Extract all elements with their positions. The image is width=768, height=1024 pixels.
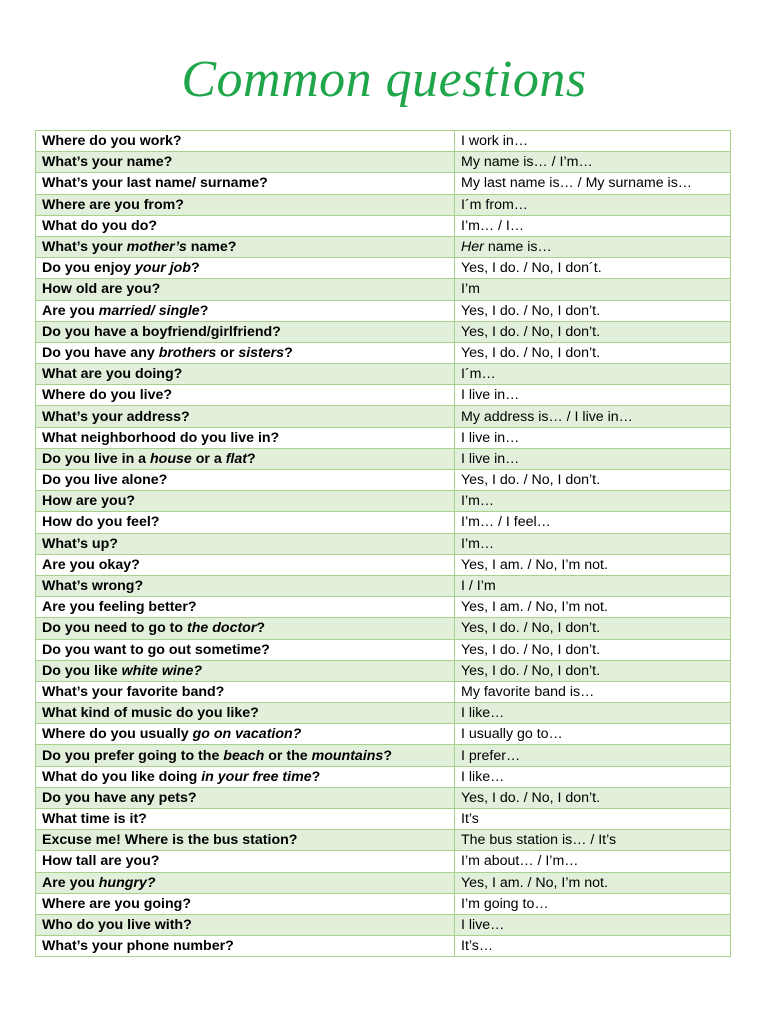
table-row xyxy=(36,512,731,533)
q-text-segment: ? xyxy=(190,260,200,277)
question-cell xyxy=(36,427,455,448)
answer-cell xyxy=(455,385,731,406)
q-text-segment: What are you doing? xyxy=(42,366,183,383)
question-cell xyxy=(36,448,455,469)
questions-table xyxy=(35,130,731,957)
a-text-segment: I’m… / I feel… xyxy=(461,514,551,531)
table-row xyxy=(36,914,731,935)
answer-cell xyxy=(455,724,731,745)
answer-cell xyxy=(455,131,731,152)
question-cell xyxy=(36,872,455,893)
table-row xyxy=(36,639,731,660)
q-text-segment: Where are you from? xyxy=(42,196,184,213)
answer-cell xyxy=(455,681,731,702)
question-cell xyxy=(36,342,455,363)
q-text-segment: Where do you live? xyxy=(42,387,173,404)
question-cell xyxy=(36,258,455,279)
a-text-segment: The bus station is… / It’s xyxy=(461,832,617,849)
a-text-segment: Yes, I do. / No, I don’t. xyxy=(461,344,601,361)
answer-cell xyxy=(455,809,731,830)
a-text-segment: I´m from… xyxy=(461,196,528,213)
q-text-segment: brothers xyxy=(158,344,217,361)
table-row xyxy=(36,131,731,152)
question-cell xyxy=(36,152,455,173)
question-cell xyxy=(36,194,455,215)
answer-cell xyxy=(455,194,731,215)
answer-cell xyxy=(455,618,731,639)
table-row xyxy=(36,851,731,872)
question-cell xyxy=(36,173,455,194)
q-text-segment: How old are you? xyxy=(42,281,161,298)
answer-cell xyxy=(455,300,731,321)
q-text-segment: How are you? xyxy=(42,493,136,510)
q-text-segment: ? xyxy=(383,747,392,764)
table-row xyxy=(36,893,731,914)
a-text-segment: I live… xyxy=(461,917,505,934)
a-text-segment: Yes, I am. / No, I’m not. xyxy=(461,874,608,891)
q-text-segment: What’s your xyxy=(42,239,127,256)
answer-cell xyxy=(455,470,731,491)
question-cell xyxy=(36,131,455,152)
question-cell xyxy=(36,851,455,872)
a-text-segment: I work in… xyxy=(461,133,529,150)
q-text-segment: ? xyxy=(311,768,321,785)
q-text-segment: What neighborhood do you live in? xyxy=(42,429,280,446)
answer-cell xyxy=(455,173,731,194)
table-row xyxy=(36,406,731,427)
answer-cell xyxy=(455,554,731,575)
q-text-segment: Are you xyxy=(42,874,99,891)
answer-cell xyxy=(455,830,731,851)
table-row xyxy=(36,258,731,279)
q-text-segment: Are you feeling better? xyxy=(42,599,197,616)
a-text-segment: I’m… / I… xyxy=(461,217,525,234)
q-text-segment: Do you enjoy xyxy=(42,260,136,277)
question-cell xyxy=(36,787,455,808)
table-row xyxy=(36,703,731,724)
q-text-segment: your job xyxy=(135,260,191,277)
q-text-segment: Who do you live with? xyxy=(42,917,192,934)
question-cell xyxy=(36,575,455,596)
answer-cell xyxy=(455,597,731,618)
answer-cell xyxy=(455,152,731,173)
a-text-segment: Yes, I do. / No, I don’t. xyxy=(461,641,601,658)
page-title: Common questions xyxy=(181,51,587,108)
q-text-segment: Are you xyxy=(42,302,99,319)
a-text-segment: I prefer… xyxy=(461,747,521,764)
q-text-segment: mother’s xyxy=(126,239,187,256)
q-text-segment: sisters xyxy=(238,344,285,361)
answer-cell xyxy=(455,703,731,724)
table-row xyxy=(36,300,731,321)
question-cell xyxy=(36,470,455,491)
q-text-segment: What time is it? xyxy=(42,811,147,828)
question-cell xyxy=(36,279,455,300)
a-text-segment: Yes, I do. / No, I don’t. xyxy=(461,302,601,319)
table-row xyxy=(36,152,731,173)
table-row xyxy=(36,618,731,639)
question-cell xyxy=(36,639,455,660)
q-text-segment: ? xyxy=(284,344,293,361)
q-text-segment: married/ single xyxy=(98,302,200,319)
q-text-segment: beach xyxy=(223,747,265,764)
q-text-segment: Where do you work? xyxy=(42,133,182,150)
answer-cell xyxy=(455,936,731,957)
a-text-segment: My last name is… / My surname is… xyxy=(461,175,692,192)
a-text-segment: Yes, I do. / No, I don’t. xyxy=(461,323,601,340)
answer-cell xyxy=(455,491,731,512)
question-cell xyxy=(36,809,455,830)
q-text-segment: ? xyxy=(246,450,256,467)
a-text-segment: Yes, I do. / No, I don’t. xyxy=(461,472,601,489)
a-text-segment: Yes, I am. / No, I’m not. xyxy=(461,599,608,616)
answer-cell xyxy=(455,406,731,427)
q-text-segment: Do you prefer going to the xyxy=(42,747,224,764)
answer-cell xyxy=(455,745,731,766)
table-row xyxy=(36,342,731,363)
a-text-segment: Yes, I do. / No, I don’t. xyxy=(461,620,601,637)
q-text-segment: What do you like doing xyxy=(42,768,202,785)
a-text-segment: I like… xyxy=(461,768,505,785)
question-cell xyxy=(36,533,455,554)
q-text-segment: hungry? xyxy=(98,874,156,891)
question-cell xyxy=(36,364,455,385)
answer-cell xyxy=(455,427,731,448)
a-text-segment: I live in… xyxy=(461,387,520,404)
q-text-segment: What’s up? xyxy=(42,535,118,552)
table-row xyxy=(36,766,731,787)
answer-cell xyxy=(455,364,731,385)
q-text-segment: Do you like xyxy=(42,662,122,679)
a-text-segment: My address is… / I live in… xyxy=(461,408,633,425)
q-text-segment: Do you have any xyxy=(42,344,159,361)
q-text-segment: Excuse me! Where is the bus station? xyxy=(42,832,298,849)
q-text-segment: What’s your phone number? xyxy=(42,938,234,955)
q-text-segment: Do you have a boyfriend/girlfriend? xyxy=(42,323,281,340)
question-cell xyxy=(36,936,455,957)
q-text-segment: What’s your address? xyxy=(42,408,190,425)
table-row xyxy=(36,385,731,406)
answer-cell xyxy=(455,639,731,660)
question-cell xyxy=(36,914,455,935)
a-text-segment: Yes, I am. / No, I’m not. xyxy=(461,556,608,573)
table-row xyxy=(36,660,731,681)
a-text-segment: My favorite band is… xyxy=(461,683,595,700)
q-text-segment: mountains xyxy=(311,747,384,764)
question-cell xyxy=(36,215,455,236)
q-text-segment: What’s wrong? xyxy=(42,578,144,595)
question-cell xyxy=(36,512,455,533)
q-text-segment: the doctor xyxy=(187,620,257,637)
question-cell xyxy=(36,321,455,342)
table-row xyxy=(36,681,731,702)
table-row xyxy=(36,724,731,745)
table-row xyxy=(36,809,731,830)
table-row xyxy=(36,236,731,257)
answer-cell xyxy=(455,321,731,342)
q-text-segment: flat xyxy=(225,450,247,467)
q-text-segment: What’s your favorite band? xyxy=(42,683,225,700)
q-text-segment: How do you feel? xyxy=(42,514,160,531)
a-text-segment: I’m… xyxy=(461,535,495,552)
question-cell xyxy=(36,893,455,914)
a-text-segment: It’s… xyxy=(461,938,494,955)
q-text-segment: or the xyxy=(264,747,312,764)
a-text-segment: Yes, I do. / No, I don’t. xyxy=(461,662,601,679)
table-row xyxy=(36,279,731,300)
a-text-segment: I usually go to… xyxy=(461,726,563,743)
table-row xyxy=(36,215,731,236)
a-text-segment: It’s xyxy=(461,811,479,828)
question-cell xyxy=(36,660,455,681)
a-text-segment: I / I’m xyxy=(461,578,496,595)
answer-cell xyxy=(455,236,731,257)
q-text-segment: house xyxy=(150,450,192,467)
a-text-segment: Yes, I do. / No, I don’t. xyxy=(461,789,601,806)
q-text-segment: in your free time xyxy=(201,768,312,785)
q-text-segment: Do you have any pets? xyxy=(42,789,197,806)
a-text-segment: Her xyxy=(461,239,484,256)
a-text-segment: Yes, I do. / No, I don´t. xyxy=(461,260,602,277)
q-text-segment: Do you want to go out sometime? xyxy=(42,641,270,658)
answer-cell xyxy=(455,766,731,787)
question-cell xyxy=(36,830,455,851)
a-text-segment: I´m… xyxy=(461,366,496,383)
answer-cell xyxy=(455,872,731,893)
q-text-segment: ? xyxy=(256,620,266,637)
q-text-segment: What’s your name? xyxy=(42,154,173,171)
q-text-segment: Are you okay? xyxy=(42,556,140,573)
question-cell xyxy=(36,236,455,257)
table-row xyxy=(36,575,731,596)
q-text-segment: or xyxy=(216,344,239,361)
table-row xyxy=(36,533,731,554)
answer-cell xyxy=(455,448,731,469)
answer-cell xyxy=(455,660,731,681)
a-text-segment: I’m xyxy=(461,281,480,298)
table-row xyxy=(36,364,731,385)
question-cell xyxy=(36,681,455,702)
q-text-segment: Do you live alone? xyxy=(42,472,168,489)
table-row xyxy=(36,872,731,893)
q-text-segment: Where are you going? xyxy=(42,895,191,912)
a-text-segment: My name is… / I’m… xyxy=(461,154,593,171)
question-cell xyxy=(36,597,455,618)
answer-cell xyxy=(455,258,731,279)
question-cell xyxy=(36,745,455,766)
answer-cell xyxy=(455,914,731,935)
q-text-segment: What kind of music do you like? xyxy=(42,705,259,722)
a-text-segment: I like… xyxy=(461,705,505,722)
table-row xyxy=(36,173,731,194)
question-cell xyxy=(36,766,455,787)
question-cell xyxy=(36,300,455,321)
question-cell xyxy=(36,554,455,575)
q-text-segment: Where do you usually xyxy=(42,726,193,743)
table-row xyxy=(36,830,731,851)
q-text-segment: What do you do? xyxy=(42,217,158,234)
answer-cell xyxy=(455,851,731,872)
table-row xyxy=(36,470,731,491)
answer-cell xyxy=(455,215,731,236)
table-row xyxy=(36,745,731,766)
a-text-segment: I’m going to… xyxy=(461,895,549,912)
question-cell xyxy=(36,385,455,406)
answer-cell xyxy=(455,533,731,554)
q-text-segment: Do you need to go to xyxy=(42,620,188,637)
q-text-segment: name? xyxy=(186,239,237,256)
q-text-segment: How tall are you? xyxy=(42,853,160,870)
question-cell xyxy=(36,406,455,427)
table-row xyxy=(36,194,731,215)
answer-cell xyxy=(455,279,731,300)
question-cell xyxy=(36,618,455,639)
q-text-segment: go on vacation? xyxy=(192,726,302,743)
a-text-segment: I live in… xyxy=(461,429,520,446)
answer-cell xyxy=(455,787,731,808)
table-row xyxy=(36,448,731,469)
q-text-segment: What’s your last name/ surname? xyxy=(42,175,268,192)
q-text-segment: ? xyxy=(199,302,209,319)
q-text-segment: Do you live in a xyxy=(42,450,151,467)
question-cell xyxy=(36,724,455,745)
answer-cell xyxy=(455,893,731,914)
table-row xyxy=(36,787,731,808)
table-row xyxy=(36,554,731,575)
a-text-segment: I’m… xyxy=(461,493,495,510)
answer-cell xyxy=(455,512,731,533)
q-text-segment: white wine? xyxy=(121,662,203,679)
a-text-segment: I live in… xyxy=(461,450,520,467)
table-row xyxy=(36,936,731,957)
q-text-segment: or a xyxy=(191,450,226,467)
table-row xyxy=(36,491,731,512)
questions-table-body xyxy=(36,131,731,957)
question-cell xyxy=(36,703,455,724)
a-text-segment: name is… xyxy=(483,239,552,256)
question-cell xyxy=(36,491,455,512)
table-row xyxy=(36,597,731,618)
answer-cell xyxy=(455,575,731,596)
table-row xyxy=(36,321,731,342)
table-row xyxy=(36,427,731,448)
answer-cell xyxy=(455,342,731,363)
a-text-segment: I’m about… / I’m… xyxy=(461,853,579,870)
